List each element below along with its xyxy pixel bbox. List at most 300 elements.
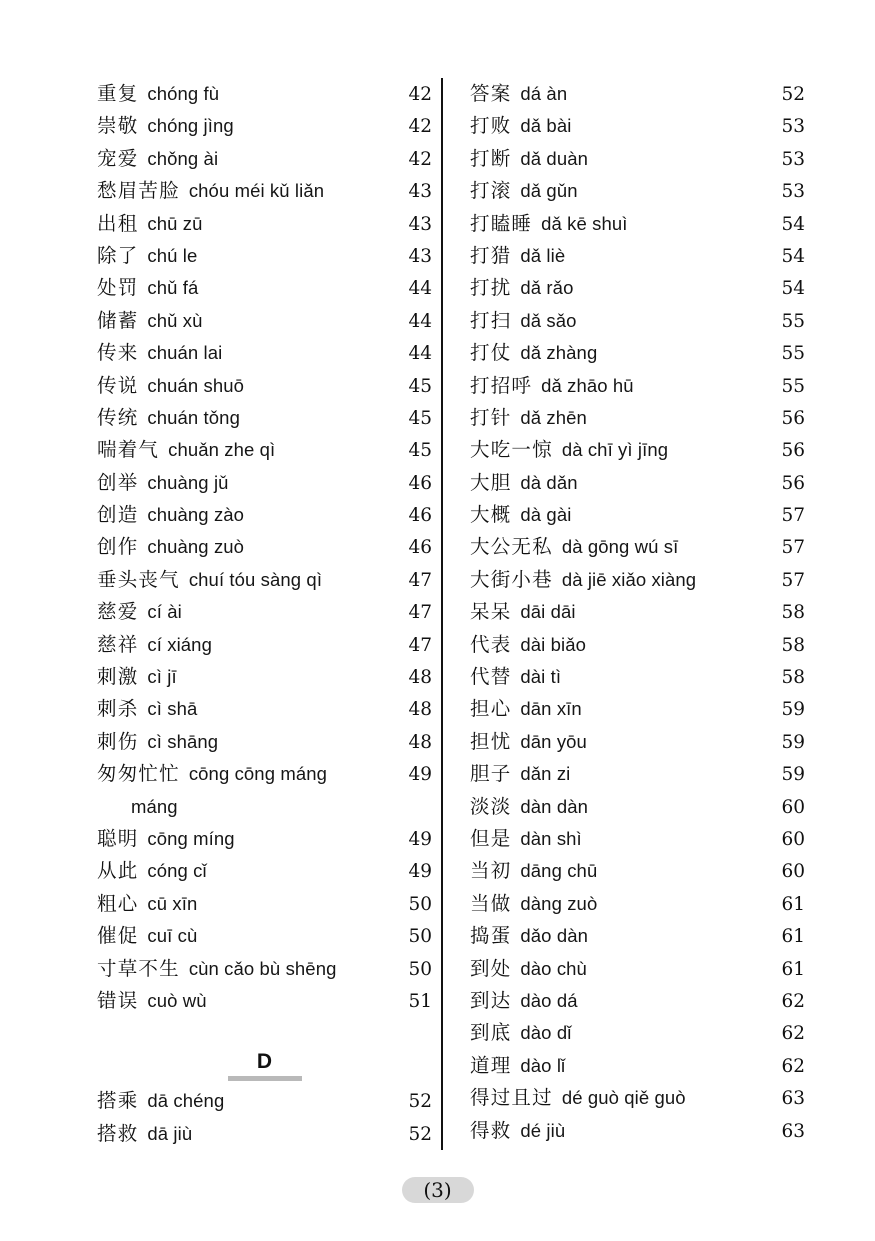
entry-page-number: 42 [408,116,432,138]
entry-page-number: 57 [781,537,805,559]
entry-terms [97,1118,192,1150]
index-entry [470,596,805,628]
entry-page-number: 46 [408,537,432,559]
entry-pinyin: dā chéng [147,1090,225,1112]
entry-page-number: 59 [781,731,805,753]
entry-terms [470,434,668,466]
entry-pinyin: cōng cōng máng [188,763,328,785]
entry-page-number: 49 [408,764,432,786]
entry-terms [97,953,336,985]
page-footer [0,1177,875,1203]
entry-hanzi: 打针 [470,405,512,429]
entry-hanzi: 处罚 [97,276,139,300]
entry-hanzi: 到底 [470,1021,512,1045]
entry-pinyin: chuán lai [147,342,223,364]
entry-hanzi: 到处 [470,956,512,980]
entry-hanzi: 除了 [97,243,139,267]
index-entry [470,499,805,531]
entry-terms [470,1115,565,1147]
index-entry [470,110,805,142]
entry-pinyin: dǎ gǔn [520,180,578,202]
entry-terms [97,240,197,272]
index-entry [97,272,432,304]
entry-hanzi: 错误 [97,988,139,1012]
entry-pinyin: dào chù [520,957,587,979]
index-entry [97,305,432,337]
index-entry [97,78,432,110]
entry-pinyin: chuàng zào [147,504,245,526]
entry-hanzi: 当做 [470,891,512,915]
entry-hanzi: 大概 [470,503,512,527]
entry-hanzi: 代表 [470,632,512,656]
entry-hanzi: 创造 [97,503,139,527]
index-entry [97,240,432,272]
entry-page-number: 45 [408,440,432,462]
entry-page-number: 45 [408,407,432,429]
entry-hanzi: 得救 [470,1118,512,1142]
entry-hanzi: 打断 [470,146,512,170]
entry-page-number: 62 [781,990,805,1012]
entry-pinyin: cì shā [147,698,198,720]
index-entry [97,1118,432,1150]
index-columns [0,78,875,1148]
entry-terms [97,337,222,369]
entry-pinyin: chóu méi kǔ liǎn [188,180,325,202]
entry-terms [97,758,327,790]
index-column-left [97,78,432,1150]
entry-page-number: 61 [781,926,805,948]
entry-page-number: 44 [408,310,432,332]
entry-hanzi: 担心 [470,697,512,721]
entry-hanzi: 从此 [97,859,139,883]
entry-page-number: 59 [781,764,805,786]
entry-terms [97,661,177,693]
index-entry [470,758,805,790]
entry-hanzi: 担忧 [470,729,512,753]
index-entry [97,208,432,240]
entry-hanzi: 传统 [97,405,139,429]
entry-terms [97,596,182,628]
entry-pinyin: dào dá [520,989,578,1011]
entry-terms [470,726,587,758]
entry-terms [470,855,597,887]
index-column-right [470,78,805,1147]
entry-terms [470,467,578,499]
index-entry [470,208,805,240]
entry-pinyin: chū zū [147,212,203,234]
index-entry [97,175,432,207]
entry-pinyin: dà gōng wú sī [561,536,679,558]
entry-pinyin: chuàng jǔ [147,471,229,493]
entry-page-number: 50 [408,926,432,948]
entry-hanzi: 崇敬 [97,114,139,138]
entry-page-number: 50 [408,958,432,980]
entry-hanzi: 搭乘 [97,1089,139,1113]
entry-pinyin: dǎ bài [520,115,572,137]
index-entry [97,855,432,887]
entry-hanzi: 大公无私 [470,535,553,559]
index-entry [470,78,805,110]
index-entry [97,143,432,175]
index-entry [470,531,805,563]
entry-terms [470,1082,686,1114]
index-entry-continuation [97,791,432,823]
entry-pinyin: cuī cù [147,925,198,947]
entry-pinyin: dǎ liè [520,244,566,266]
index-entry [97,337,432,369]
entry-terms [97,110,234,142]
entry-terms [470,888,597,920]
entry-hanzi: 打瞌睡 [470,211,533,235]
entry-terms [470,596,576,628]
entry-pinyin: chú le [147,244,198,266]
entry-hanzi: 愁眉苦脸 [97,179,180,203]
entry-terms [470,791,588,823]
entry-pinyin: cì jī [147,666,177,688]
entry-pinyin: dàng zuò [520,892,598,914]
entry-hanzi: 重复 [97,82,139,105]
entry-hanzi: 打败 [470,114,512,138]
entry-pinyin: cí xiáng [147,633,212,655]
entry-page-number: 61 [781,893,805,915]
entry-hanzi: 喘着气 [97,438,160,462]
entry-pinyin: chóng fù [147,83,220,104]
entry-page-number: 53 [781,148,805,170]
entry-page-number: 48 [408,731,432,753]
entry-page-number: 55 [781,375,805,397]
entry-page-number: 63 [781,1120,805,1142]
entry-terms [97,888,197,920]
entry-pinyin: chuàng zuò [147,536,245,558]
entry-terms [97,855,207,887]
entry-pinyin: dǎo dàn [520,925,588,947]
entry-terms [97,726,218,758]
entry-page-number: 42 [408,84,432,105]
page-number: (3) [402,1177,474,1203]
index-entry [470,1082,805,1114]
entry-terms [470,920,588,952]
entry-pinyin: máng [131,795,178,817]
entry-pinyin: dǎ duàn [520,147,588,169]
entry-pinyin: chǔ fá [147,277,199,299]
index-entry [97,110,432,142]
entry-hanzi: 答案 [470,82,512,105]
index-entry [470,629,805,661]
index-entry [470,1115,805,1147]
entry-hanzi: 但是 [470,826,512,850]
entry-page-number: 56 [781,440,805,462]
entry-terms [97,531,244,563]
entry-hanzi: 打扫 [470,308,512,332]
entry-hanzi: 当初 [470,859,512,883]
entry-hanzi: 储蓄 [97,308,139,332]
entry-page-number: 47 [408,602,432,624]
index-entry [97,1085,432,1117]
entry-hanzi: 道理 [470,1053,512,1077]
index-entry [97,629,432,661]
entry-page-number: 52 [781,84,805,105]
entry-pinyin: dài tì [520,666,562,688]
entry-page-number: 52 [408,1091,432,1113]
entry-page-number: 54 [781,278,805,300]
entry-terms [97,143,218,175]
index-entry [97,434,432,466]
entry-terms [97,920,197,952]
entry-hanzi: 刺杀 [97,697,139,721]
section-letter: D [256,1050,273,1074]
entry-pinyin: chuí tóu sàng qì [188,568,323,590]
index-entry [97,467,432,499]
entry-pinyin: dà chī yì jīng [561,439,669,461]
entry-pinyin: cuò wù [147,989,207,1011]
entry-hanzi: 聪明 [97,826,139,850]
entry-page-number: 45 [408,375,432,397]
entry-page-number: 43 [408,213,432,235]
entry-terms [97,693,197,725]
entry-terms [470,629,586,661]
entry-page-number: 53 [781,116,805,138]
index-entry [470,564,805,596]
entry-pinyin: chuǎn zhe qì [168,439,276,461]
entry-terms [470,370,634,402]
entry-terms [97,629,212,661]
entry-pinyin: dān xīn [520,698,582,720]
entry-pinyin: dé jiù [520,1119,566,1141]
entry-terms [470,175,578,207]
index-entry [470,1050,805,1082]
entry-hanzi: 慈祥 [97,632,139,656]
entry-hanzi: 打猎 [470,243,512,267]
entry-page-number: 46 [408,505,432,527]
index-entry [470,985,805,1017]
entry-page-number: 58 [781,634,805,656]
entry-hanzi: 打招呼 [470,373,533,397]
entry-hanzi: 出租 [97,211,139,235]
entry-pinyin: dān yōu [520,730,587,752]
index-entry [97,953,432,985]
entry-pinyin: cōng míng [147,827,235,849]
index-entry [470,791,805,823]
entry-terms [97,305,203,337]
entry-hanzi: 寸草不生 [97,956,180,980]
entry-pinyin: dàn shì [520,827,582,849]
entry-terms [470,78,567,110]
index-entry [97,758,432,790]
entry-hanzi: 搭救 [97,1121,139,1145]
index-entry [470,434,805,466]
entry-pinyin: dé guò qiě guò [561,1087,686,1109]
index-entry [97,564,432,596]
entry-hanzi: 胆子 [470,762,512,786]
entry-page-number: 48 [408,699,432,721]
entry-page-number: 48 [408,667,432,689]
entry-terms [470,1050,565,1082]
entry-hanzi: 淡淡 [470,794,512,818]
entry-page-number: 47 [408,569,432,591]
entry-page-number: 49 [408,861,432,883]
entry-hanzi: 得过且过 [470,1086,553,1110]
entry-terms [97,208,203,240]
entry-page-number: 54 [781,245,805,267]
entry-terms [470,240,565,272]
entry-pinyin: dǎ rǎo [520,277,574,299]
entry-hanzi: 宠爱 [97,146,139,170]
entry-page-number: 49 [408,828,432,850]
entry-page-number: 43 [408,181,432,203]
entry-pinyin: dà jiē xiǎo xiàng [561,568,697,590]
index-entry [470,272,805,304]
section-rule [228,1076,302,1081]
entry-pinyin: dǎ zhēn [520,406,587,428]
entry-page-number: 60 [781,828,805,850]
entry-terms [470,208,627,240]
entry-pinyin: chóng jìng [147,115,234,137]
index-entry [470,920,805,952]
entry-page-number: 47 [408,634,432,656]
index-entry [97,661,432,693]
entry-pinyin: chǔ xù [147,309,203,331]
entry-hanzi: 刺伤 [97,729,139,753]
section-heading [97,1017,432,1085]
entry-hanzi: 到达 [470,988,512,1012]
index-entry [97,985,432,1017]
entry-pinyin: dà gài [520,504,572,526]
entry-page-number: 51 [408,990,432,1012]
entry-pinyin: dāng chū [520,860,598,882]
entry-pinyin: dāi dāi [520,601,576,623]
entry-terms [97,791,178,823]
index-entry [470,661,805,693]
entry-page-number: 42 [408,148,432,170]
entry-page-number: 56 [781,472,805,494]
index-entry [97,920,432,952]
entry-pinyin: cóng cǐ [147,860,207,882]
index-entry [97,693,432,725]
entry-pinyin: dǎ zhàng [520,342,598,364]
entry-pinyin: cùn cǎo bù shēng [188,957,337,979]
index-entry [97,596,432,628]
entry-terms [470,758,570,790]
entry-hanzi: 催促 [97,924,139,948]
entry-pinyin: dǎn zi [520,763,571,785]
entry-terms [470,531,678,563]
entry-terms [97,823,235,855]
index-entry [470,953,805,985]
entry-hanzi: 慈爱 [97,600,139,624]
index-entry [97,726,432,758]
entry-hanzi: 呆呆 [470,600,512,624]
entry-terms [470,564,696,596]
index-entry [97,402,432,434]
entry-terms [470,823,582,855]
index-entry [470,143,805,175]
index-entry [470,240,805,272]
entry-pinyin: dào dǐ [520,1022,572,1044]
entry-terms [97,78,219,110]
entry-hanzi: 创作 [97,535,139,559]
entry-page-number: 44 [408,343,432,365]
entry-page-number: 61 [781,958,805,980]
entry-terms [97,467,229,499]
index-entry [470,175,805,207]
entry-hanzi: 刺激 [97,665,139,689]
entry-terms [470,985,578,1017]
index-entry [470,1017,805,1049]
entry-page-number: 55 [781,343,805,365]
index-entry [97,531,432,563]
entry-hanzi: 垂头丧气 [97,567,180,591]
entry-pinyin: dā jiù [147,1122,193,1144]
entry-pinyin: cì shāng [147,730,219,752]
entry-terms [470,110,571,142]
entry-hanzi: 传来 [97,341,139,365]
entry-hanzi: 传说 [97,373,139,397]
index-entry [97,823,432,855]
entry-hanzi: 大街小巷 [470,567,553,591]
entry-pinyin: dà dǎn [520,471,578,493]
entry-terms [470,143,588,175]
entry-pinyin: dǎ sǎo [520,309,577,331]
entry-terms [470,402,587,434]
entry-pinyin: chǒng ài [147,147,219,169]
index-entry [470,305,805,337]
entry-terms [97,272,198,304]
entry-page-number: 63 [781,1088,805,1110]
entry-pinyin: dàn dàn [520,795,588,817]
entry-terms [97,434,275,466]
entry-page-number: 55 [781,310,805,332]
entry-pinyin: dào lǐ [520,1054,566,1076]
entry-terms [470,693,582,725]
entry-page-number: 60 [781,861,805,883]
entry-hanzi: 大胆 [470,470,512,494]
entry-page-number: 59 [781,699,805,721]
entry-page-number: 62 [781,1055,805,1077]
index-entry [470,855,805,887]
entry-page-number: 43 [408,245,432,267]
entry-terms [470,337,597,369]
index-entry [97,370,432,402]
entry-terms [97,1085,224,1117]
entry-terms [470,1017,571,1049]
entry-terms [470,953,587,985]
index-entry [97,499,432,531]
entry-terms [470,272,573,304]
entry-hanzi: 代替 [470,665,512,689]
entry-pinyin: dài biǎo [520,633,587,655]
entry-page-number: 56 [781,407,805,429]
entry-hanzi: 大吃一惊 [470,438,553,462]
entry-page-number: 53 [781,181,805,203]
entry-terms [97,175,324,207]
index-entry [470,402,805,434]
entry-hanzi: 打滚 [470,179,512,203]
entry-terms [97,370,244,402]
entry-page-number: 60 [781,796,805,818]
entry-hanzi: 打扰 [470,276,512,300]
entry-terms [470,305,577,337]
entry-terms [97,985,207,1017]
entry-terms [470,499,571,531]
entry-terms [470,661,561,693]
index-entry [470,823,805,855]
index-entry [470,370,805,402]
entry-hanzi: 捣蛋 [470,924,512,948]
entry-page-number: 52 [408,1123,432,1145]
entry-pinyin: cí ài [147,601,182,623]
index-entry [470,726,805,758]
entry-pinyin: dá àn [520,83,568,104]
